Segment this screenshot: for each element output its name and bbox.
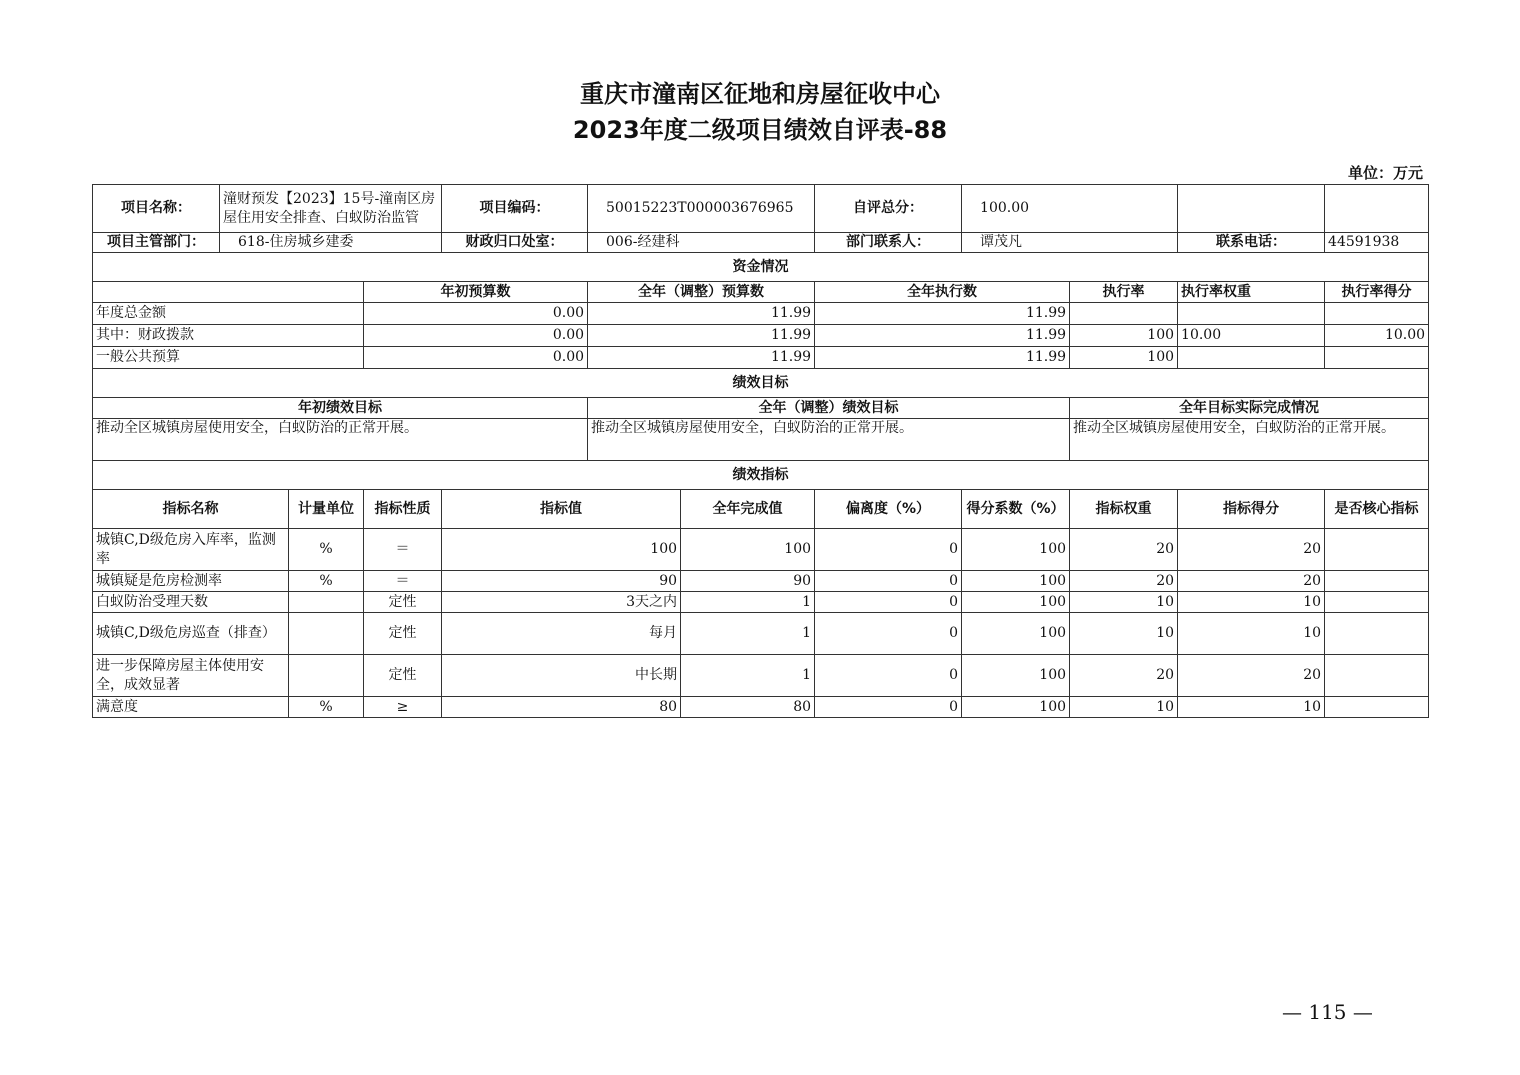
goal-actual: 推动全区城镇房屋使用安全，白蚁防治的正常开展。 bbox=[1070, 419, 1429, 461]
indicator-target: 80 bbox=[442, 697, 681, 718]
funds-header: 执行率得分 bbox=[1325, 282, 1429, 303]
goals-section-title: 绩效目标 bbox=[93, 369, 1429, 398]
indicator-weight: 20 bbox=[1070, 655, 1178, 697]
indicator-row bbox=[93, 613, 1429, 655]
goals-header: 全年（调整）绩效目标 bbox=[588, 398, 1070, 419]
indicator-nature: 定性 bbox=[364, 613, 442, 655]
indicator-coef: 100 bbox=[962, 592, 1070, 613]
indicator-unit: % bbox=[289, 529, 364, 571]
indicator-header: 偏离度（%） bbox=[815, 490, 962, 529]
funds-rate: 100 bbox=[1070, 325, 1178, 347]
indicator-deviation: 0 bbox=[815, 697, 962, 718]
empty-cell bbox=[1178, 185, 1325, 233]
indicator-actual: 1 bbox=[681, 592, 815, 613]
indicator-score: 20 bbox=[1178, 529, 1325, 571]
indicator-weight: 20 bbox=[1070, 571, 1178, 592]
indicator-weight: 10 bbox=[1070, 697, 1178, 718]
funds-header: 全年（调整）预算数 bbox=[588, 282, 815, 303]
funds-row bbox=[93, 347, 1429, 369]
indicator-name: 满意度 bbox=[93, 697, 289, 718]
indicator-header: 指标得分 bbox=[1178, 490, 1325, 529]
indicator-actual: 100 bbox=[681, 529, 815, 571]
indicator-header: 计量单位 bbox=[289, 490, 364, 529]
indicator-score: 10 bbox=[1178, 592, 1325, 613]
funds-row-name: 其中：财政拨款 bbox=[93, 325, 364, 347]
indicator-weight: 20 bbox=[1070, 529, 1178, 571]
indicator-header: 指标值 bbox=[442, 490, 681, 529]
indicator-row bbox=[93, 592, 1429, 613]
indicator-score: 10 bbox=[1178, 697, 1325, 718]
indicator-actual: 1 bbox=[681, 613, 815, 655]
funds-score bbox=[1325, 347, 1429, 369]
indicator-core bbox=[1325, 613, 1429, 655]
indicator-score: 20 bbox=[1178, 655, 1325, 697]
indicator-name: 城镇疑是危房检测率 bbox=[93, 571, 289, 592]
indicators-section-title: 绩效指标 bbox=[93, 461, 1429, 490]
indicator-coef: 100 bbox=[962, 697, 1070, 718]
project-code-label: 项目编码： bbox=[442, 185, 588, 233]
indicator-deviation: 0 bbox=[815, 571, 962, 592]
indicator-deviation: 0 bbox=[815, 529, 962, 571]
funds-executed: 11.99 bbox=[815, 303, 1070, 325]
indicator-nature: 定性 bbox=[364, 592, 442, 613]
office-label: 财政归口处室： bbox=[442, 233, 588, 253]
indicator-row bbox=[93, 655, 1429, 697]
indicator-weight: 10 bbox=[1070, 613, 1178, 655]
empty-cell bbox=[1325, 185, 1429, 233]
indicator-row bbox=[93, 529, 1429, 571]
indicator-target: 中长期 bbox=[442, 655, 681, 697]
indicators-section-row bbox=[93, 461, 1429, 490]
funds-header: 年初预算数 bbox=[364, 282, 588, 303]
indicator-deviation: 0 bbox=[815, 613, 962, 655]
funds-score: 10.00 bbox=[1325, 325, 1429, 347]
self-score-label: 自评总分： bbox=[815, 185, 962, 233]
indicator-core bbox=[1325, 697, 1429, 718]
indicator-deviation: 0 bbox=[815, 592, 962, 613]
self-score-value: 100.00 bbox=[962, 185, 1178, 233]
funds-row-name: 年度总金额 bbox=[93, 303, 364, 325]
indicator-header: 全年完成值 bbox=[681, 490, 815, 529]
goals-header-row bbox=[93, 398, 1429, 419]
unit-label: 单位：万元 bbox=[1347, 164, 1423, 182]
contact-value: 谭茂凡 bbox=[962, 233, 1178, 253]
indicator-coef: 100 bbox=[962, 613, 1070, 655]
indicator-nature: ＝ bbox=[364, 571, 442, 592]
funds-row bbox=[93, 325, 1429, 347]
funds-section-row bbox=[93, 253, 1429, 282]
funds-header-row bbox=[93, 282, 1429, 303]
indicator-header: 得分系数（%） bbox=[962, 490, 1070, 529]
indicator-header: 指标名称 bbox=[93, 490, 289, 529]
funds-rate bbox=[1070, 303, 1178, 325]
indicator-target: 每月 bbox=[442, 613, 681, 655]
empty-cell bbox=[93, 282, 364, 303]
indicator-unit bbox=[289, 592, 364, 613]
indicator-nature: ＝ bbox=[364, 529, 442, 571]
indicator-header: 指标性质 bbox=[364, 490, 442, 529]
indicator-nature: ≥ bbox=[364, 697, 442, 718]
indicator-core bbox=[1325, 571, 1429, 592]
indicator-unit: % bbox=[289, 697, 364, 718]
goals-header: 年初绩效目标 bbox=[93, 398, 588, 419]
funds-executed: 11.99 bbox=[815, 347, 1070, 369]
indicator-core bbox=[1325, 592, 1429, 613]
indicator-actual: 80 bbox=[681, 697, 815, 718]
project-code-value: 50015223T000003676965 bbox=[588, 185, 815, 233]
funds-adjusted: 11.99 bbox=[588, 303, 815, 325]
funds-weight: 10.00 bbox=[1178, 325, 1325, 347]
funds-rate: 100 bbox=[1070, 347, 1178, 369]
project-row-1 bbox=[93, 185, 1429, 233]
contact-label: 部门联系人： bbox=[815, 233, 962, 253]
indicator-coef: 100 bbox=[962, 655, 1070, 697]
goals-section-row bbox=[93, 369, 1429, 398]
indicator-deviation: 0 bbox=[815, 655, 962, 697]
indicator-unit: % bbox=[289, 571, 364, 592]
goals-content-row bbox=[93, 419, 1429, 461]
goals-header: 全年目标实际完成情况 bbox=[1070, 398, 1429, 419]
indicator-target: 3天之内 bbox=[442, 592, 681, 613]
funds-initial: 0.00 bbox=[364, 347, 588, 369]
indicators-header-row bbox=[93, 490, 1429, 529]
funds-initial: 0.00 bbox=[364, 325, 588, 347]
indicator-name: 城镇C,D级危房巡查（排查） bbox=[93, 613, 289, 655]
phone-label: 联系电话： bbox=[1178, 233, 1325, 253]
indicator-target: 90 bbox=[442, 571, 681, 592]
funds-executed: 11.99 bbox=[815, 325, 1070, 347]
office-value: 006-经建科 bbox=[588, 233, 815, 253]
funds-weight bbox=[1178, 303, 1325, 325]
funds-score bbox=[1325, 303, 1429, 325]
indicator-actual: 90 bbox=[681, 571, 815, 592]
goal-adjusted: 推动全区城镇房屋使用安全，白蚁防治的正常开展。 bbox=[588, 419, 1070, 461]
indicator-weight: 10 bbox=[1070, 592, 1178, 613]
dept-value: 618-住房城乡建委 bbox=[220, 233, 442, 253]
indicator-coef: 100 bbox=[962, 571, 1070, 592]
project-name-value: 潼财预发【2023】15号-潼南区房屋住用安全排查、白蚁防治监管 bbox=[220, 185, 442, 233]
evaluation-table bbox=[92, 184, 1429, 718]
indicator-target: 100 bbox=[442, 529, 681, 571]
indicator-unit bbox=[289, 613, 364, 655]
dept-label: 项目主管部门： bbox=[93, 233, 220, 253]
funds-header: 执行率 bbox=[1070, 282, 1178, 303]
funds-adjusted: 11.99 bbox=[588, 325, 815, 347]
indicator-nature: 定性 bbox=[364, 655, 442, 697]
funds-weight bbox=[1178, 347, 1325, 369]
funds-row bbox=[93, 303, 1429, 325]
goal-initial: 推动全区城镇房屋使用安全，白蚁防治的正常开展。 bbox=[93, 419, 588, 461]
project-name-label: 项目名称： bbox=[93, 185, 220, 233]
funds-section-title: 资金情况 bbox=[93, 253, 1429, 282]
indicator-actual: 1 bbox=[681, 655, 815, 697]
page-number: — 115 — bbox=[1282, 1000, 1373, 1024]
funds-header: 执行率权重 bbox=[1178, 282, 1325, 303]
indicator-name: 城镇C,D级危房入库率，监测率 bbox=[93, 529, 289, 571]
indicator-name: 进一步保障房屋主体使用安全，成效显著 bbox=[93, 655, 289, 697]
funds-header: 全年执行数 bbox=[815, 282, 1070, 303]
indicator-row bbox=[93, 697, 1429, 718]
indicator-name: 白蚁防治受理天数 bbox=[93, 592, 289, 613]
page-title: 重庆市潼南区征地和房屋征收中心 bbox=[580, 80, 940, 108]
funds-adjusted: 11.99 bbox=[588, 347, 815, 369]
page-subtitle: 2023年度二级项目绩效自评表-88 bbox=[572, 116, 948, 144]
indicator-core bbox=[1325, 529, 1429, 571]
indicator-header: 指标权重 bbox=[1070, 490, 1178, 529]
project-row-2 bbox=[93, 233, 1429, 253]
funds-row-name: 一般公共预算 bbox=[93, 347, 364, 369]
indicator-coef: 100 bbox=[962, 529, 1070, 571]
indicator-header: 是否核心指标 bbox=[1325, 490, 1429, 529]
indicator-score: 10 bbox=[1178, 613, 1325, 655]
funds-initial: 0.00 bbox=[364, 303, 588, 325]
indicator-score: 20 bbox=[1178, 571, 1325, 592]
indicator-core bbox=[1325, 655, 1429, 697]
indicator-row bbox=[93, 571, 1429, 592]
phone-value: 44591938 bbox=[1325, 233, 1429, 253]
indicator-unit bbox=[289, 655, 364, 697]
